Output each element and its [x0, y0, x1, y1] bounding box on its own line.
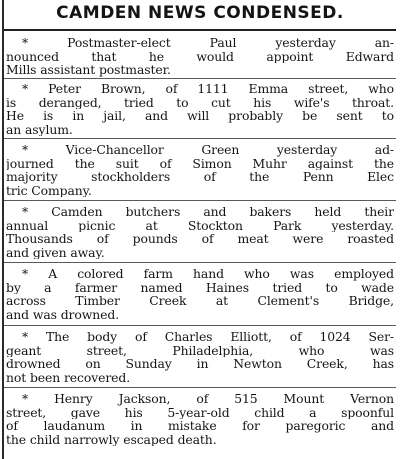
item-divider — [4, 387, 396, 388]
news-item-farm-hand — [6, 267, 394, 321]
text-line: nounced that he would appoint Edward — [6, 49, 394, 63]
text-line: is deranged, tried to cut his wife's throat. — [6, 95, 394, 109]
text-line: of laudanum in mistake for paregoric and — [6, 419, 394, 433]
item-divider — [4, 200, 396, 201]
news-item-charles-elliott — [6, 330, 394, 384]
text-line: across Timber Creek at Clement's Bridge, — [6, 294, 394, 308]
text-line: * Vice-Chancellor Green yesterday ad- — [22, 143, 394, 157]
text-line: majority stockholders of the Penn Elec — [6, 170, 394, 184]
text-line: tric Company. — [6, 183, 92, 197]
text-line: * Peter Brown, of 1111 Emma street, who — [22, 82, 394, 96]
text-line: an asylum. — [6, 122, 73, 136]
item-divider — [4, 262, 396, 263]
item-divider — [4, 138, 396, 139]
news-item-henry-jackson — [6, 392, 394, 446]
text-line: He is in jail, and will probably be sent to — [6, 109, 394, 123]
news-item-butchers-picnic — [6, 205, 394, 259]
news-item-peter-brown — [6, 82, 394, 136]
text-line: Mills assistant postmaster. — [6, 63, 171, 77]
text-line: * A colored farm hand who was employed — [22, 267, 394, 281]
text-line: annual picnic at Stockton Park yesterday. — [6, 218, 394, 232]
text-line: * The body of Charles Elliott, of 1024 Ser- — [22, 330, 394, 344]
news-item-vice-chancellor — [6, 143, 394, 197]
item-divider — [4, 78, 396, 79]
text-line: geant street, Philadelphia, who was — [6, 343, 394, 357]
text-line: the child narrowly escaped death. — [6, 432, 217, 446]
text-line: street, gave his 5-year-old child a spoonful — [6, 405, 394, 419]
text-line: * Henry Jackson, of 515 Mount Vernon — [22, 392, 394, 406]
text-line: Thousands of pounds of meat were roasted — [6, 232, 394, 246]
text-line: * Postmaster-elect Paul yesterday an- — [22, 36, 394, 50]
text-line: drowned on Sunday in Newton Creek, has — [6, 357, 394, 371]
text-line: and was drowned. — [6, 307, 120, 321]
text-line: and given away. — [6, 245, 105, 259]
text-line: by a farmer named Haines tried to wade — [6, 280, 394, 294]
item-divider — [4, 325, 396, 326]
column-rule — [2, 0, 4, 459]
headline-rule — [4, 29, 396, 31]
news-item-postmaster — [6, 36, 394, 77]
text-line: journed the suit of Simon Muhr against the — [6, 156, 394, 170]
headline: CAMDEN NEWS CONDENSED. — [56, 3, 344, 23]
text-line: * Camden butchers and bakers held their — [22, 205, 394, 219]
text-line: not been recovered. — [6, 370, 131, 384]
